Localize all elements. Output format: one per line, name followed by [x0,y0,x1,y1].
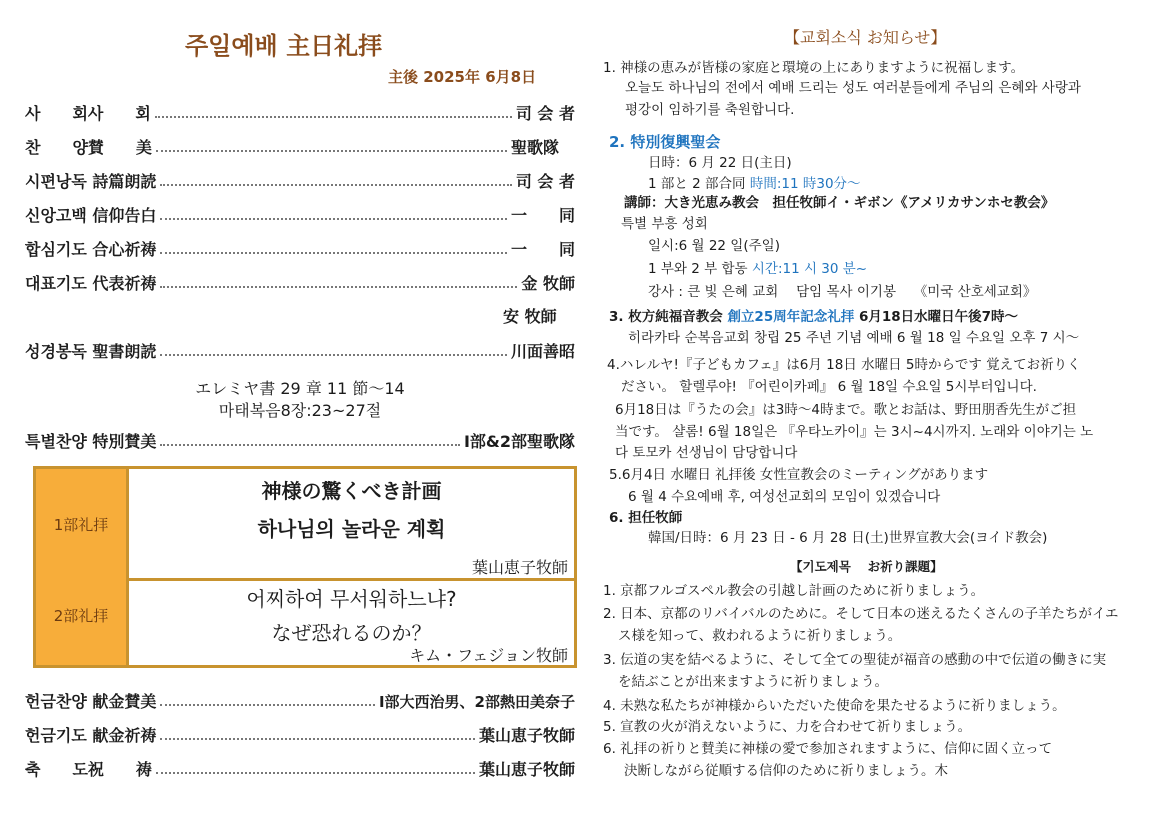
news-2-kr-heading: 특별 부흥 성회 [621,216,708,232]
news-title: 【교회소식 お知らせ】 [784,28,947,47]
news-1-line-1: 1. 神様の恵みが皆様の家庭と環境の上にありますように祝福します。 [603,60,1025,76]
order-label: 합심기도 合心祈祷 [25,240,157,259]
prayer-3-line-2: を結ぶことが出来ますように祈りましょう。 [618,674,888,690]
sermon-2-title-kr: 어찌하여 무서워하느냐? [246,587,457,611]
order-label: 축 도祝 祷 [25,760,152,779]
scripture-kr: 마태복음8장:23~27절 [218,401,382,420]
order-value: 聖歌隊 [510,138,559,157]
news-4-line-1: 4.ハレルヤ!『子どもカフェ』は6月 18日 水曜日 5時からです 覚えてお祈りく [607,357,1081,373]
order-value: 葉山恵子牧師 [478,760,575,779]
order-value: 葉山恵子牧師 [478,726,575,745]
news-1-line-3: 평강이 임하기를 축원합니다. [625,102,795,118]
order-row-offering-hymn [25,686,575,712]
order-row-creed [25,200,575,226]
order-value-second-pastor: 安 牧師 [503,307,557,326]
news-4-line-4: 当です。 샬롬! 6월 18일은 『우타노카이』는 3시~4시까지. 노래와 이야기는 노 [615,424,1094,440]
order-row-offering-prayer [25,720,575,746]
order-row-scripture [25,336,575,362]
order-label: 대표기도 代表祈祷 [25,274,157,293]
order-label: 사 회사 회 [25,104,151,123]
sermon-box [33,466,577,668]
order-label: 특별찬양 特別賛美 [25,432,157,451]
news-2-kr-date: 일시:6 월 22 일(주일) [648,238,780,254]
news-2-time: 時間:11 時30分～ [749,176,861,192]
news-5-line-1: 5.6月4日 水曜日 礼拝後 女性宣教会のミーティングがあります [609,467,989,483]
order-value: 一 同 [510,240,575,259]
news-1-line-2: 오늘도 하나님의 전에서 예배 드리는 성도 여러분들에게 주님의 은혜와 사랑과 [625,80,1081,96]
sermon-1-title-jp: 神様の驚くべき計画 [261,479,442,503]
sermon-2-title-jp: なぜ恐れるのか？ [271,621,432,645]
prayer-6-line-1: 6. 礼拝の祈りと賛美に神様の愛で参加されますように、信仰に固く立って [603,741,1053,757]
order-label: 시편낭독 詩篇朗読 [25,172,157,191]
news-2-kr-joint: 1 부와 2 부 합동 시간:11 시 30 분~ [648,261,868,277]
news-3-anniversary: 創立25周年記念礼拝 [727,309,855,325]
news-6-line-2: 韓国/日時：6 月 23 日 - 6 月 28 日(土)世界宣教大会(ヨイド教会) [648,530,1048,546]
scripture-jp: エレミヤ書 29 章 11 節～14 [195,379,405,398]
sermon-2-pastor: キム・フェジョン牧師 [409,646,568,665]
news-4-line-2: ださい。 할렐루야! 『어린이카페』 6 월 18일 수요일 5시부터입니다. [621,379,1037,395]
news-4-line-5: 다 토모카 선생님이 담당합니다 [615,445,798,461]
news-2-speaker: 講師：大き光恵み教会 担任牧師イ・ギボン《アメリカサンホセ教会》 [624,195,1055,211]
order-value: 一 同 [510,206,575,225]
order-value: 司 会 者 [515,172,575,191]
order-row-special-hymn [25,426,575,452]
prayer-4: 4. 未熟な私たちが神様からいただいた使命を果たせるように祈りましょう。 [603,698,1066,714]
order-label: 성경봉독 聖書朗読 [25,342,157,361]
news-6-line-1: 6. 担任牧師 [609,510,683,526]
order-label: 신앙고백 信仰告白 [25,206,157,225]
news-2-joint: 1 部と 2 部合同 時間:11 時30分～ [648,176,861,192]
order-row-presider [25,98,575,124]
page-title: 주일예배 主日礼拝 [185,32,383,60]
order-row-benediction [25,754,575,780]
order-row-praise [25,132,575,158]
sermon-box-side [36,469,129,665]
order-value: 川面善昭 [510,342,575,361]
order-value: 金 牧師 [521,274,575,293]
order-label: 찬 양賛 美 [25,138,152,157]
news-4-line-3: 6月18日は『うたの会』は3時～4時まで。歌とお話は、野田朋香先生がご担 [615,402,1077,418]
prayer-6-line-2: 決断しながら従順する信仰のために祈りましょう。木 [624,763,948,779]
prayer-1: 1. 京都フルゴスペル教会の引越し計画のために祈りましょう。 [603,583,985,599]
sermon-1-pastor: 葉山恵子牧師 [471,558,568,577]
order-label: 헌금기도 献金祈祷 [25,726,157,745]
order-row-psalm [25,166,575,192]
order-value: 司 会 者 [515,104,575,123]
order-value: Ⅰ部大西治男、2部熱田美奈子 [378,693,575,711]
sermon-divider [126,578,574,581]
news-3-line-1: 3. 枚方純福音教会 創立25周年記念礼拝 6月18日水曜日午後7時～ [609,309,1019,325]
service-date: 主後 2025年 6月8日 [388,68,537,86]
news-2-heading: 2. 特別復興聖会 [609,133,721,151]
order-value: Ⅰ部&2部聖歌隊 [463,432,575,451]
news-5-line-2: 6 월 4 수요예배 후, 여성선교회의 모임이 있겠습니다 [628,489,941,505]
order-row-rep-prayer [25,268,575,294]
prayer-3-line-1: 3. 伝道の実を結べるように、そして全ての聖徒が福音の感動の中で伝道の働きに実 [603,652,1107,668]
prayer-title: 【기도제목 お祈り課題】 [790,559,943,574]
prayer-5: 5. 宣教の火が消えないように、力を合わせて祈りましょう。 [603,719,972,735]
service-tag-1: 1部礼拝 [53,516,109,534]
prayer-2-line-1: 2. 日本、京都のリバイバルのために。そして日本の迷えるたくさんの子羊たちがイエ [603,606,1119,622]
news-2-date: 日時：6 月 22 日(主日) [648,155,792,171]
news-2-kr-speaker: 강사 : 큰 빛 은혜 교회 담임 목사 이기봉 《미국 산호세교회》 [648,284,1037,300]
prayer-2-line-2: ス様を知って、救われるように祈りましょう。 [618,628,902,644]
order-label: 헌금찬양 献金賛美 [25,692,157,711]
news-2-kr-time: 시간:11 시 30 분~ [751,261,868,277]
order-row-unison-prayer [25,234,575,260]
sermon-1-title-kr: 하나님의 놀라운 계획 [257,517,446,541]
news-3-line-2: 히라카타 순복음교회 창립 25 주년 기념 예배 6 월 18 일 수요일 오후 7 시～ [628,330,1080,346]
service-tag-2: 2部礼拝 [53,607,109,625]
